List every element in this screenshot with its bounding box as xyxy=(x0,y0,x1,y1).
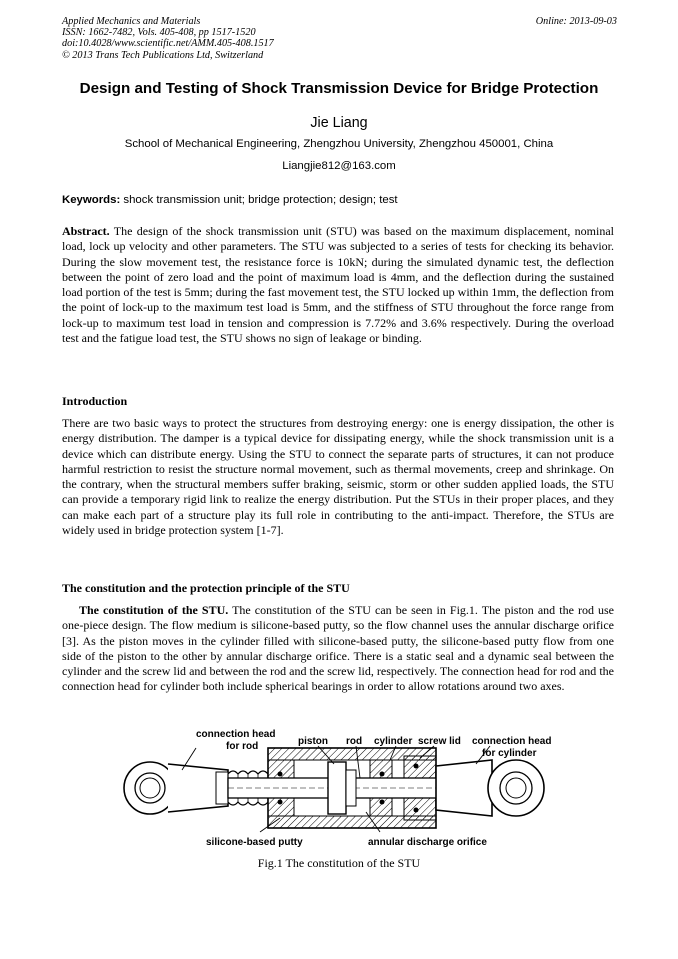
author-affiliation: School of Mechanical Engineering, Zhengzhou University, Zhengzhou 450001, China xyxy=(124,138,554,150)
abstract-label: Abstract. xyxy=(62,224,110,238)
constitution-heading: The constitution and the protection principle of the STU xyxy=(62,581,350,595)
journal-name: Applied Mechanics and Materials xyxy=(62,16,201,27)
keywords-label: Keywords: xyxy=(62,194,121,206)
label-cylinder: cylinder xyxy=(374,736,413,747)
label-screw-lid: screw lid xyxy=(418,736,461,747)
label-putty: silicone-based putty xyxy=(206,837,303,848)
label-orifice: annular discharge orifice xyxy=(368,837,487,848)
issn-line: ISSN: 1662-7482, Vols. 405-408, pp 1517-1520 xyxy=(62,27,256,39)
author-name: Jie Liang xyxy=(310,115,368,131)
cylinder-connection-head xyxy=(436,760,544,816)
author-email: Liangjie812@163.com xyxy=(282,160,396,172)
constitution-lead: The constitution of the STU. xyxy=(79,603,229,617)
label-conn-cyl-2: for cylinder xyxy=(482,748,537,759)
label-conn-rod-2: for rod xyxy=(226,741,259,752)
abstract xyxy=(62,224,614,346)
keywords-text: shock transmission unit; bridge protection; design; test xyxy=(123,194,398,206)
online-date: Online: 2013-09-03 xyxy=(535,16,617,27)
label-conn-rod-1: connection head xyxy=(196,729,276,740)
piston xyxy=(328,762,356,814)
journal-header xyxy=(62,16,617,61)
abstract-text: The design of the shock transmission unit (STU) was based on the maximum displacement, nominal load, lock up velocity and other parameters. The STU was subjected to a series of tests for checking its behavior. During the slow movement test, the resistance force is 10kN; during the simulated dynamic test, the deflection between the point of zero load and the point of maximum load is 4mm, and the deflection during the sustained load portion of the test is 5mm; during the fast movement test, the STU locked up within 1mm, the deflection from the point of lock-up to the maximum test load is 5mm, and the stiffness of STU throughout the force range from lock-up to maximum test load in tension and compression is 7.72% and 3.6% respectively. During the overload test and the fatigue load test, the STU shows no sign of leakage or binding. xyxy=(62,224,614,346)
label-conn-cyl-1: connection head xyxy=(472,736,552,747)
figure-caption: Fig.1 The constitution of the STU xyxy=(257,856,421,870)
rod-connection-head xyxy=(124,762,228,814)
label-rod: rod xyxy=(346,736,363,747)
copyright-line: © 2013 Trans Tech Publications Ltd, Switzerland xyxy=(62,49,264,61)
constitution-text: The constitution of the STU can be seen in Fig.1. The piston and the rod use one-piece design. The flow medium is silicone-based putty, so the flow channel uses the annular discharge orifice [3]. As the piston moves in the cylinder filled with silicone-based putty, the silicone-based putty flow from one side of the piston to the other by annular discharge orifice. There is a static seal and a dynamic seal between the cylinder and the screw lid and between the rod and the screw lid, respectively. The connection head for rod and the connection head for cylinder both include spherical bearings in order to allow rotations around two axes. xyxy=(62,603,614,694)
stu-diagram xyxy=(120,726,570,850)
constitution-paragraph xyxy=(62,603,614,695)
keywords xyxy=(62,194,622,206)
paper-title: Design and Testing of Shock Transmission Device for Bridge Protection xyxy=(79,80,599,97)
doi-line: doi:10.4028/www.scientific.net/AMM.405-408.1517 xyxy=(62,38,274,50)
label-piston: piston xyxy=(298,736,328,747)
introduction-heading: Introduction xyxy=(62,394,128,408)
introduction-text: There are two basic ways to protect the structures from destroying energy: one is energy dissipation, the other is energy distribution. The damper is a typical device for dissipating energy, while the shock transmission unit is a device which can distribute energy. Using the STU to connect the separate parts of structures, it can not produce harmful restriction to resist the structure normal movement, such as thermal movements, creep and shrinkage. On the contrary, when the structural members suffer braking, seismic, storm or other sudden applied loads, the STU can provide a temporary rigid link to realize the energy distribution. Put the STUs in their proper places, and they can make each part of a structure play its full role in contributing to the anti-impact. Therefore, the STUs are widely used in bridge protection system [1-7]. xyxy=(62,416,614,538)
